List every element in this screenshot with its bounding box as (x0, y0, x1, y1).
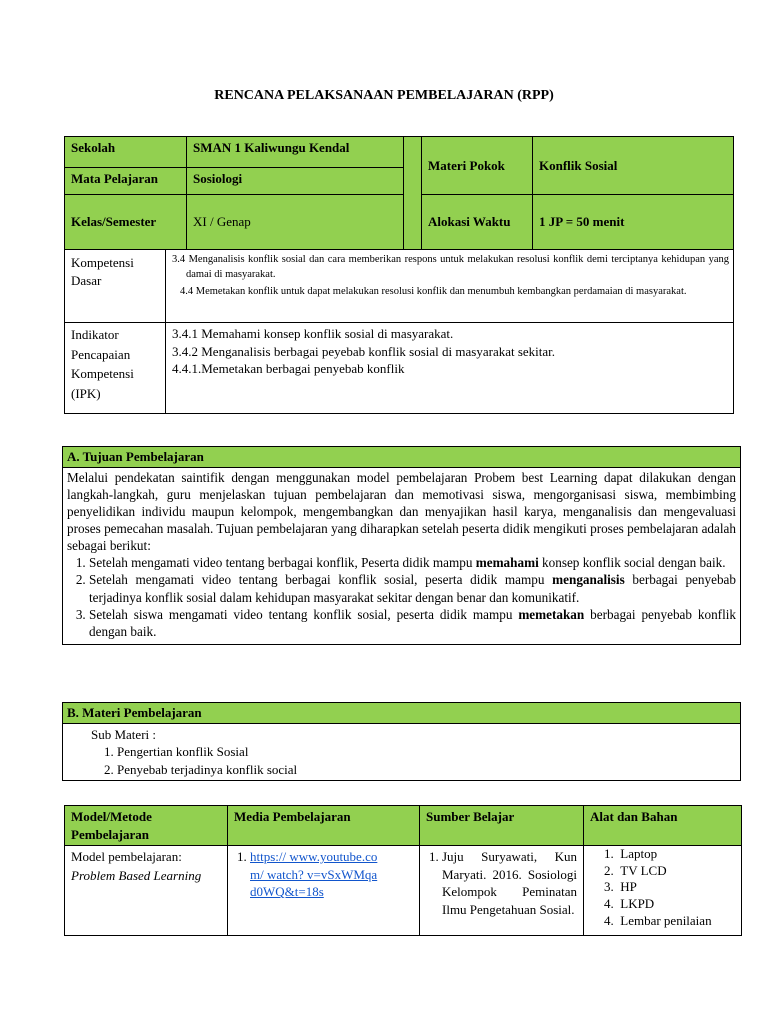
alat-num-1: 1. (604, 846, 614, 862)
tujuan-point-1-text: Setelah mengamati video tentang berbagai konflik, Peserta didik mampu (89, 555, 476, 571)
tujuan-point-2-bold: menganalisis (552, 572, 625, 588)
kd-item-2: 4.4 Memetakan konflik untuk dapat melakukan resolusi konflik dan menumbuh kembangkan perdamaian di masyarakat. (180, 286, 687, 298)
col-model: Model/Metode Pembelajaran (65, 806, 228, 846)
identity-table (64, 136, 734, 250)
media-list (234, 848, 379, 901)
kd-content (166, 250, 734, 323)
sumber-list (426, 848, 577, 918)
tujuan-point-1-bold: memahami (475, 555, 539, 571)
sekolah-label: Sekolah (65, 137, 187, 168)
media-cell (228, 846, 420, 936)
tujuan-point-3-end: berbagai penyebab konflik dengan baik. (89, 606, 736, 639)
mapel-value: Sosiologi (187, 168, 404, 195)
ipk-label: Indikator Pencapaian Kompetensi (IPK) (65, 323, 166, 414)
model-label: Model pembelajaran: (71, 849, 182, 865)
kelas-label: Kelas/Semester (65, 195, 187, 250)
kelas-value: XI / Genap (187, 195, 404, 250)
model-cell (65, 846, 228, 936)
col-alat: Alat dan Bahan (584, 806, 742, 846)
alat-item (604, 913, 737, 930)
sub-materi-label: Sub Materi : (91, 726, 156, 742)
alat-text-5: Lembar penilaian (620, 912, 712, 928)
alat-num-4: 4. (604, 895, 614, 911)
materi-value: Konflik Sosial (533, 137, 734, 195)
alat-num-3: 3. (604, 879, 614, 895)
tujuan-point-2-text: Setelah mengamati video tentang berbagai konflik sosial, peserta didik mampu (89, 572, 553, 588)
tujuan-list (67, 554, 736, 640)
materi-item-2: 2. Penyebab terjadinya konflik social (117, 761, 736, 779)
materi-heading: B. Materi Pembelajaran (63, 703, 741, 724)
tujuan-point-3-bold: memetakan (518, 606, 585, 622)
ipk-item-2: 3.4.2 Menganalisis berbagai peyebab konflik sosial di masyarakat sekitar. (172, 343, 556, 359)
kd-item-1: 3.4 Menganalisis konflik sosial dan cara memberikan respons untuk melakukan resolusi konflik demi terciptanya kehidupan yang damai di masyarakat. (172, 254, 729, 281)
alat-item (604, 863, 737, 880)
alat-item (604, 896, 737, 913)
materi-label: Materi Pokok (422, 137, 533, 195)
model-value: Problem Based Learning (71, 867, 202, 883)
spacer-cell (404, 137, 422, 250)
tujuan-point-2 (89, 571, 736, 605)
tujuan-intro: Melalui pendekatan saintifik dengan menggunakan model pembelajaran Probem best Learning dapat dilakukan dengan langkah-langkah, guru menjelaskan tujuan pembelajaran dan memotivasi siswa, mengorganisasi siswa, membimbing penyelidikan individu maupun kelompok, mengembangkan dan menyajikan hasil karya, menganalisis dan mengevaluasi proses pemecahan masalah. Tujuan pembelajaran yang diharapkan setelah peserta didik mengikuti proses pembelajaran adalah sebagai berikut: (67, 469, 736, 554)
sumber-item-1: 1. Juju Suryawati, Kun Maryati. 2016. Sosiologi Kelompok Peminatan Ilmu Pengetahuan Sosial. (442, 848, 577, 918)
alat-cell (584, 846, 742, 936)
alat-item (604, 846, 737, 863)
col-sumber: Sumber Belajar (420, 806, 584, 846)
alat-num-5: 4. (604, 912, 614, 928)
kd-label: Kompetensi Dasar (65, 250, 166, 323)
alokasi-label: Alokasi Waktu (422, 195, 533, 250)
alat-text-2: TV LCD (620, 862, 667, 878)
tujuan-point-2-end: berbagai penyebab terjadinya konflik sosial dalam kehidupan masyarakat sekitar dengan benar dan komunikatif. (89, 572, 736, 605)
tujuan-point-3-text: Setelah siswa mengamati video tentang konflik sosial, peserta didik mampu (89, 606, 519, 622)
sekolah-value: SMAN 1 Kaliwungu Kendal (187, 137, 404, 168)
alat-text-4: LKPD (620, 895, 655, 911)
mapel-label: Mata Pelajaran (65, 168, 187, 195)
tujuan-point-1-end: konsep konflik social dengan baik. (538, 555, 726, 571)
page-title: RENCANA PELAKSANAAN PEMBELAJARAN (RPP) (214, 88, 554, 103)
kd-ipk-table (64, 249, 734, 414)
resources-table (64, 805, 742, 936)
alokasi-value: 1 JP = 50 menit (533, 195, 734, 250)
sumber-cell (420, 846, 584, 936)
alat-text-3: HP (620, 879, 637, 895)
materi-table (62, 702, 741, 781)
materi-item-1: 1. Pengertian konflik Sosial (117, 743, 736, 761)
tujuan-point-3 (89, 606, 736, 640)
materi-content (63, 723, 741, 781)
tujuan-heading: A. Tujuan Pembelajaran (63, 447, 741, 468)
tujuan-table (62, 446, 741, 645)
tujuan-content (63, 467, 741, 645)
ipk-content (166, 323, 734, 414)
alat-num-2: 2. (604, 862, 614, 878)
materi-list (91, 743, 736, 778)
youtube-link[interactable]: https:// www.youtube.com/ watch? v=vSxWMqad0WQ&t=18s (250, 849, 378, 900)
col-media: Media Pembelajaran (228, 806, 420, 846)
alat-item (604, 879, 737, 896)
ipk-item-3: 4.4.1.Memetakan berbagai penyebab konflik (172, 361, 405, 377)
ipk-item-1: 3.4.1 Memahami konsep konflik sosial di masyarakat. (172, 326, 454, 341)
tujuan-point-1 (89, 554, 736, 571)
alat-text-1: Laptop (620, 846, 658, 862)
